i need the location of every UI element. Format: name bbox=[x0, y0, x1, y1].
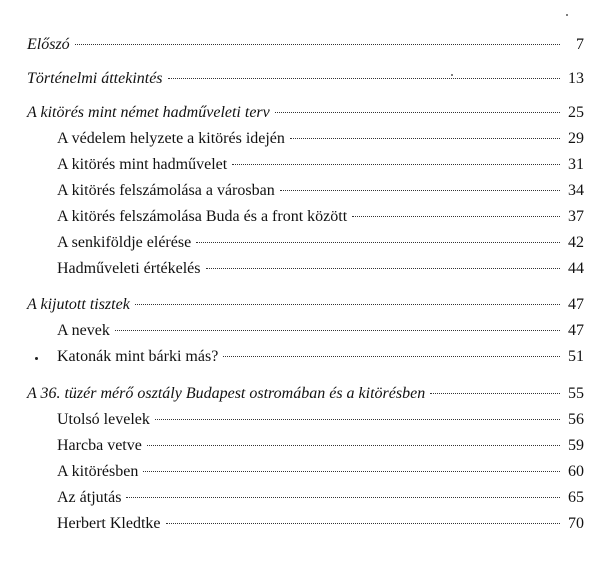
toc-entry-herbert-kledtke[interactable] bbox=[57, 513, 584, 535]
toc-entry-harcba-vetve[interactable] bbox=[57, 435, 584, 457]
toc-entry-page: 47 bbox=[568, 296, 584, 313]
toc-entry-page: 25 bbox=[568, 104, 584, 121]
toc-entry-page: 59 bbox=[568, 437, 584, 454]
toc-entry-tortenelmi-attekintes[interactable] bbox=[27, 68, 584, 90]
toc-entry-title: A védelem helyzete a kitörés idején bbox=[57, 130, 285, 147]
dot-leader bbox=[280, 190, 560, 191]
toc-entry-hadmuveleti-ertekeles[interactable] bbox=[57, 258, 584, 280]
toc-entry-page: 47 bbox=[568, 322, 584, 339]
toc-entry-page: 31 bbox=[568, 156, 584, 173]
toc-entry-page: 34 bbox=[568, 182, 584, 199]
toc-entry-title: A kitörés felszámolása a városban bbox=[57, 182, 275, 199]
toc-entry-eloszo[interactable] bbox=[27, 34, 584, 56]
dot-leader bbox=[196, 242, 560, 243]
dot-leader bbox=[168, 78, 560, 79]
dot-leader bbox=[166, 523, 560, 524]
toc-entry-katonak-barki-mas[interactable] bbox=[57, 346, 584, 368]
toc-entry-kitoresben[interactable] bbox=[57, 461, 584, 483]
toc-entry-page: 60 bbox=[568, 463, 584, 480]
scan-speck bbox=[566, 14, 568, 16]
toc-entry-kitores-nemet-terv[interactable] bbox=[27, 102, 584, 124]
toc-entry-title: A kijutott tisztek bbox=[27, 296, 130, 313]
dot-leader bbox=[75, 44, 560, 45]
toc-entry-page: 70 bbox=[568, 515, 584, 532]
dot-leader bbox=[206, 268, 561, 269]
toc-entry-utolso-levelek[interactable] bbox=[57, 409, 584, 431]
dot-leader bbox=[143, 471, 560, 472]
toc-entry-vedelem-helyzete[interactable] bbox=[57, 128, 584, 150]
toc-entry-title: Katonák mint bárki más? bbox=[57, 348, 219, 365]
bullet-mark bbox=[35, 357, 38, 360]
toc-entry-atjutas[interactable] bbox=[57, 487, 584, 509]
toc-entry-kijutott-tisztek[interactable] bbox=[27, 294, 584, 316]
toc-entry-title: A kitörésben bbox=[57, 463, 139, 480]
toc-entry-page: 65 bbox=[568, 489, 584, 506]
toc-entry-nevek[interactable] bbox=[57, 320, 584, 342]
toc-entry-36-tuzer-meroosztaly[interactable] bbox=[27, 383, 584, 405]
dot-leader bbox=[115, 330, 560, 331]
toc-entry-page: 56 bbox=[568, 411, 584, 428]
dot-leader bbox=[352, 216, 560, 217]
toc-entry-title: A kitörés felszámolása Buda és a front között bbox=[57, 208, 348, 225]
toc-entry-title: Herbert Kledtke bbox=[57, 515, 161, 532]
toc-entry-senkifoldje[interactable] bbox=[57, 232, 584, 254]
toc-entry-title: Utolsó levelek bbox=[57, 411, 150, 428]
toc-entry-kitores-hadmuvelet[interactable] bbox=[57, 154, 584, 176]
dot-leader bbox=[135, 304, 560, 305]
toc-entry-page: 51 bbox=[568, 348, 584, 365]
toc-entry-felszamolasa-varosban[interactable] bbox=[57, 180, 584, 202]
toc-entry-title: A kitörés mint hadművelet bbox=[57, 156, 228, 173]
toc-entry-title: Hadműveleti értékelés bbox=[57, 260, 201, 277]
toc-entry-page: 13 bbox=[568, 70, 584, 87]
toc-entry-page: 42 bbox=[568, 234, 584, 251]
toc-entry-page: 44 bbox=[568, 260, 584, 277]
toc-entry-title: A senkiföldje elérése bbox=[57, 234, 192, 251]
toc-entry-page: 7 bbox=[576, 36, 584, 53]
toc-entry-title: A kitörés mint német hadműveleti terv bbox=[27, 104, 270, 121]
toc-entry-page: 29 bbox=[568, 130, 584, 147]
dot-leader bbox=[155, 419, 560, 420]
dot-leader bbox=[275, 112, 560, 113]
dot-leader bbox=[430, 393, 560, 394]
toc-entry-title: A 36. tüzér mérő osztály Budapest ostromában és a kitörésben bbox=[27, 385, 426, 402]
toc-entry-title: Harcba vetve bbox=[57, 437, 142, 454]
toc-entry-title: Előszó bbox=[27, 36, 70, 53]
dot-leader bbox=[290, 138, 560, 139]
toc-entry-title: A nevek bbox=[57, 322, 110, 339]
toc-entry-page: 55 bbox=[568, 385, 584, 402]
toc-entry-felszamolasa-buda-front[interactable] bbox=[57, 206, 584, 228]
dot-leader bbox=[223, 356, 560, 357]
dot-leader bbox=[232, 164, 560, 165]
toc-entry-title: Az átjutás bbox=[57, 489, 122, 506]
toc-entry-title: Történelmi áttekintés bbox=[27, 70, 163, 87]
toc-entry-page: 37 bbox=[568, 208, 584, 225]
dot-leader bbox=[147, 445, 560, 446]
scan-speck bbox=[451, 74, 453, 76]
dot-leader bbox=[126, 497, 560, 498]
